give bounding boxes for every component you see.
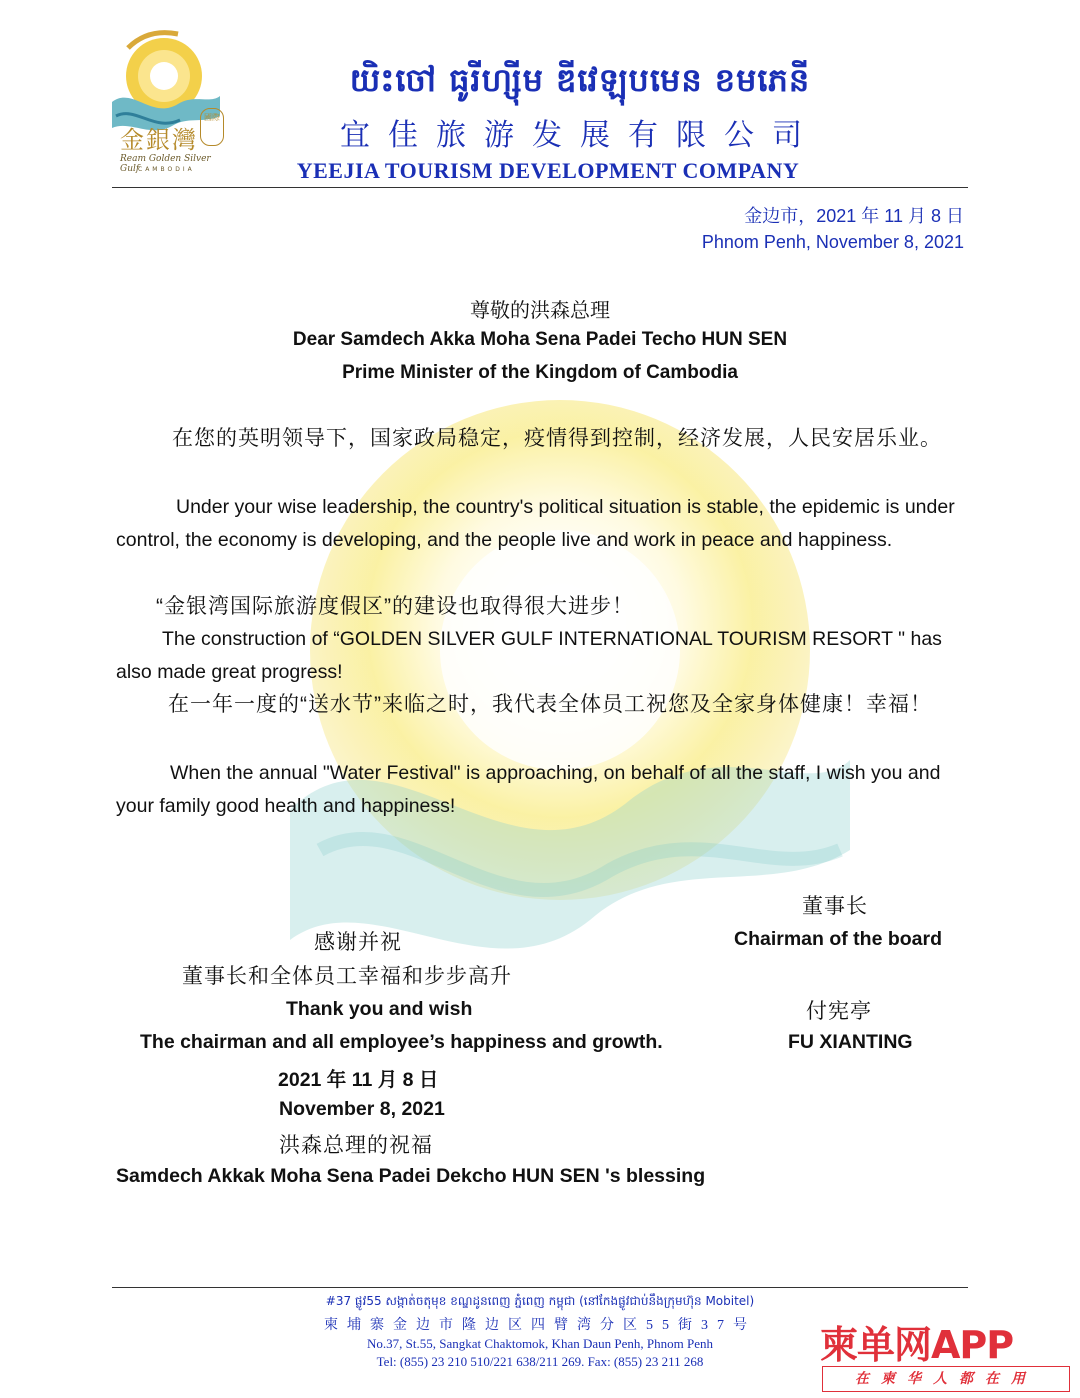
letter-date-cn: 金边市，2021 年 11 月 8 日 [744, 206, 964, 226]
logo-caption-en: Ream Golden Silver Gulf [120, 154, 211, 174]
header-divider [112, 187, 968, 188]
salutation-cn: 尊敬的洪森总理 [470, 300, 610, 322]
closing-blessing-en: Samdech Akkak Moha Sena Padei Dekcho HUN SEN 's blessing [116, 1165, 706, 1187]
paragraph-3-cn: 在一年一度的“送水节”来临之时，我代表全体员工祝您及全家身体健康！幸福！ [168, 693, 932, 716]
brand-name: 柬单网APP [820, 1323, 1014, 1367]
footer-address-cn: 柬埔寨金边市隆边区四臂湾分区55街37号 [324, 1318, 756, 1333]
salutation-en-line2: Prime Minister of the Kingdom of Cambodia [342, 362, 738, 383]
closing-blessing-cn: 洪森总理的祝福 [279, 1134, 433, 1157]
closing-wish-en: The chairman and all employee’s happiness and growth. [140, 1031, 663, 1053]
signer-title-en: Chairman of the board [734, 928, 943, 950]
signer-title-cn: 董事长 [802, 895, 868, 918]
logo-stamp: 國際 [200, 108, 224, 146]
company-name-cn: 宜佳旅游发展有限公司 [340, 118, 820, 153]
closing-wish-cn: 董事长和全体员工幸福和步步高升 [182, 965, 512, 988]
paragraph-2-en: The construction of “GOLDEN SILVER GULF INTERNATIONAL TOURISM RESORT " has also made great progress! [116, 628, 942, 683]
salutation-en-line1: Dear Samdech Akka Moha Sena Padei Techo HUN SEN [292, 329, 788, 350]
signer-name-en: FU XIANTING [788, 1031, 913, 1053]
letter-date-en: Phnom Penh, November 8, 2021 [701, 232, 964, 252]
footer-contact: Tel: (855) 23 210 510/221 638/211 269. Fax: (855) 23 211 268 [376, 1354, 704, 1369]
paragraph-1-cn: 在您的英明领导下，国家政局稳定，疫情得到控制，经济发展，人民安居乐业。 [172, 427, 942, 450]
company-name-en: YEEJIA TOURISM DEVELOPMENT COMPANY [296, 158, 800, 183]
logo-caption-country: CAMBODIA [138, 166, 195, 173]
brand-slogan: 在柬华人都在用 [822, 1366, 1070, 1392]
footer-address-khmer: #37 ផ្លូវ55 សង្កាត់ចតុមុខ ខណ្ឌដូនពេញ ភ្នំពេញ កម្ពុជា (នៅកែងផ្លូវជាប់នឹងក្រុមហ៊ុន Mobitel) [325, 1294, 755, 1308]
paragraph-3-en: When the annual "Water Festival" is approaching, on behalf of all the staff, I wish you and your family good health and happiness! [116, 762, 941, 817]
footer-divider [112, 1287, 968, 1288]
closing-thanks-en: Thank you and wish [286, 998, 473, 1020]
paragraph-2-cn: “金银湾国际旅游度假区”的建设也取得很大进步！ [156, 595, 634, 618]
closing-date-en: November 8, 2021 [279, 1098, 445, 1120]
company-logo [108, 24, 226, 176]
footer-address-en: No.37, St.55, Sangkat Chaktomok, Khan Daun Penh, Phnom Penh [367, 1336, 713, 1351]
paragraph-1-en: Under your wise leadership, the country's political situation is stable, the epidemic is under control, the economy is developing, and the people live and work in peace and happiness. [116, 496, 955, 551]
brand-watermark [820, 1314, 1072, 1392]
closing-date-cn: 2021 年 11 月 8 日 [278, 1069, 439, 1091]
closing-thanks-cn: 感谢并祝 [314, 931, 402, 954]
logo-caption-cn: 金銀灣 [120, 126, 198, 154]
company-name-khmer: យិះចៅ ធូរីហ្ស៊ីម ឌីវេឡុបមេន ខមភេនី [349, 61, 811, 99]
signer-name-cn: 付宪亭 [806, 1000, 872, 1023]
